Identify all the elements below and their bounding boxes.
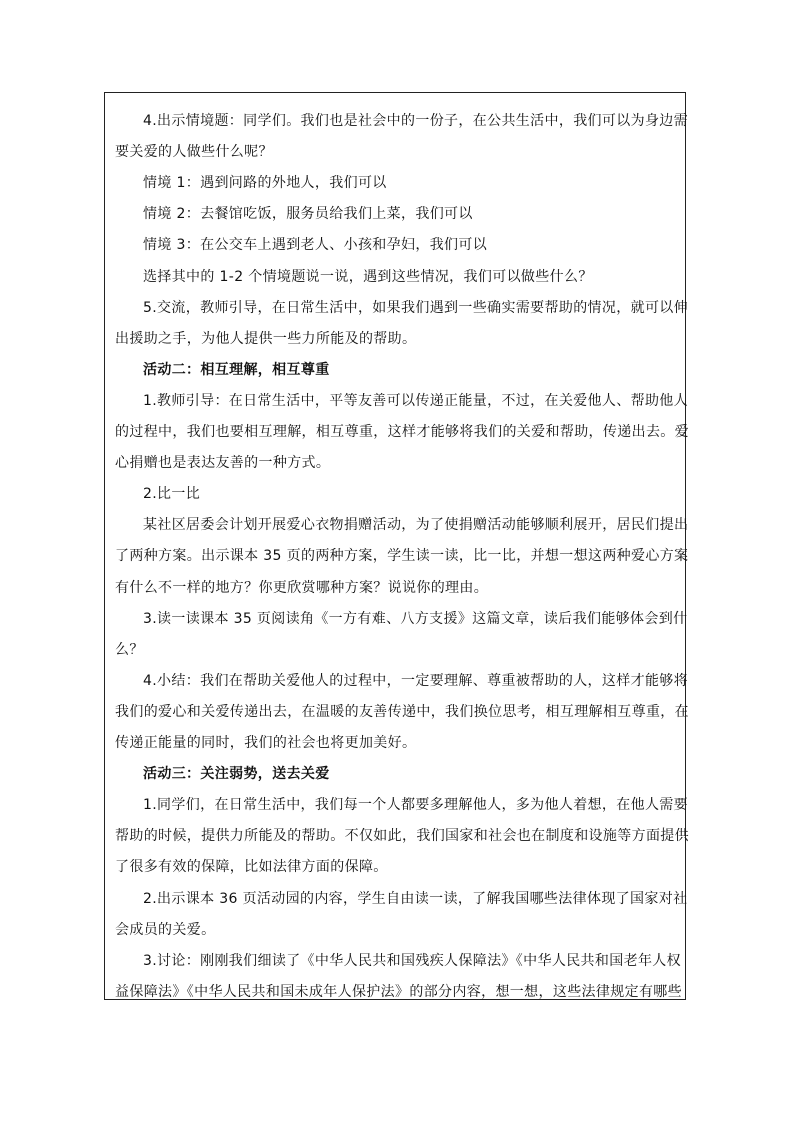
text-line: 情境 1：遇到问路的外地人，我们可以 [143,175,387,192]
lesson-plan-content [115,99,689,1000]
text-line: 么？ [115,641,144,658]
lesson-plan-table-cell [104,92,689,1000]
text-line: 2.比一比 [143,486,201,503]
text-line: 4.出示情境题：同学们。我们也是社会中的一份子，在公共生活中，我们可以为身边需 [143,113,689,129]
text-line: 1.教师引导：在日常生活中，平等友善可以传递正能量，不过，在关爱他人、帮助他人 [143,392,689,409]
text-line: 3.读一读课本 35 页阅读角《一方有难、八方支援》这篇文章，读后我们能够体会到什 [143,610,688,627]
text-line: 我们的爱心和关爱传递出去，在温暖的友善传递中，我们换位思考，相互理解相互尊重，在 [115,703,689,720]
text-line: 要关爱的人做些什么呢？ [115,144,273,161]
text-line: 帮助的时候，提供力所能及的帮助。不仅如此，我们国家和社会也在制度和设施等方面提供 [115,828,689,845]
text-line: 情境 2：去餐馆吃饭，服务员给我们上菜，我们可以 [143,206,473,223]
text-line: 1.同学们，在日常生活中，我们每一个人都要多理解他人，多为他人着想，在他人需要 [143,797,689,814]
text-line: 的过程中，我们也要相互理解，相互尊重，这样才能够将我们的关爱和帮助，传递出去。爱 [115,424,689,440]
text-line: 选择其中的 1-2 个情境题说一说，遇到这些情况，我们可以做些什么？ [143,268,593,285]
text-line: 了两种方案。出示课本 35 页的两种方案，学生读一读，比一比，并想一想这两种爱心方案 [115,548,689,565]
text-line: 情境 3：在公交车上遇到老人、小孩和孕妇，我们可以 [143,237,488,254]
text-line: 会成员的关爱。 [115,921,216,938]
text-line: 3.讨论：刚刚我们细读了《中华人民共和国残疾人保障法》《中华人民共和国老年人权 [143,952,682,969]
text-line: 传递正能量的同时，我们的社会也将更加美好。 [115,735,417,751]
text-line: 益保障法》《中华人民共和国未成年人保护法》的部分内容，想一想，这些法律规定有哪些 [115,983,682,1000]
section-heading: 活动二：相互理解，相互尊重 [143,361,330,378]
text-line: 出援助之手，为他人提供一些力所能及的帮助。 [115,330,417,347]
text-line: 某社区居委会计划开展爱心衣物捐赠活动，为了使捐赠活动能够顺利展开，居民们提出 [143,517,689,534]
text-line: 有什么不一样的地方？你更欣赏哪种方案？说说你的理由。 [115,579,489,596]
text-line: 2.出示课本 36 页活动园的内容，学生自由读一读，了解我国哪些法律体现了国家对社 [143,890,688,907]
text-line: 4.小结：我们在帮助关爱他人的过程中，一定要理解、尊重被帮助的人，这样才能够将 [143,672,689,689]
text-line: 了很多有效的保障，比如法律方面的保障。 [115,859,388,876]
text-line: 心捐赠也是表达友善的一种方式。 [115,455,331,472]
text-line: 5.交流，教师引导，在日常生活中，如果我们遇到一些确实需要帮助的情况，就可以伸 [143,299,689,316]
section-heading: 活动三：关注弱势，送去关爱 [143,766,330,783]
